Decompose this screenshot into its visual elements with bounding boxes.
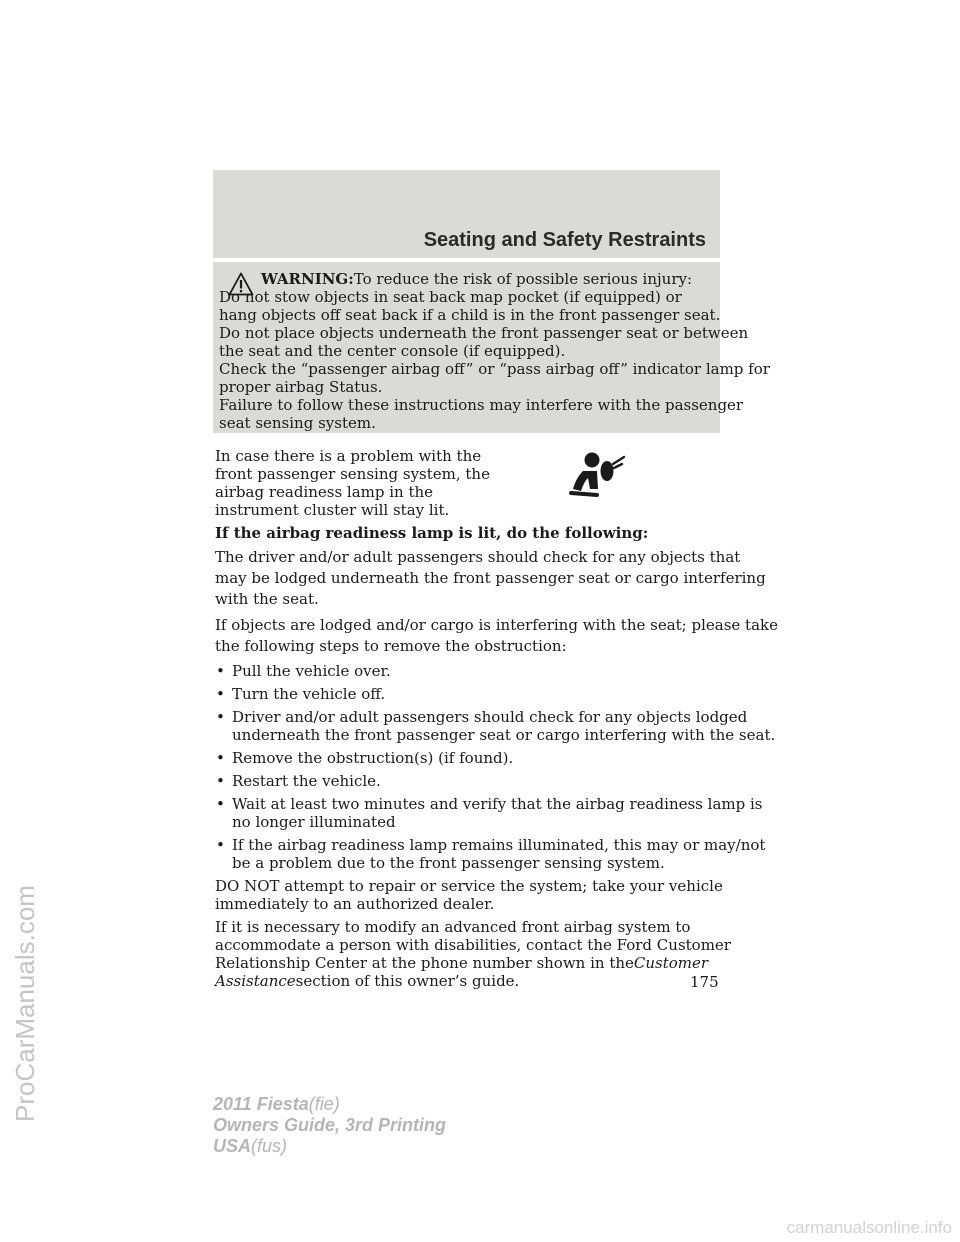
warning-line: Do not stow objects in seat back map pocket (if equipped) or bbox=[219, 288, 682, 306]
footer-market-code: (fus) bbox=[251, 1136, 288, 1156]
list-item-text: underneath the front passenger seat or cargo interfering with the seat. bbox=[232, 726, 776, 744]
customer-assistance-reference: Customer bbox=[633, 954, 709, 972]
warning-text bbox=[219, 270, 770, 432]
dealer-paragraph-line: DO NOT attempt to repair or service the system; take your vehicle bbox=[215, 877, 723, 895]
bullet-glyph: • bbox=[216, 749, 225, 767]
list-item bbox=[215, 795, 763, 831]
steps-intro-line: the following steps to remove the obstruction: bbox=[215, 637, 567, 655]
list-item bbox=[215, 749, 720, 767]
list-item-text: no longer illuminated bbox=[232, 813, 396, 831]
list-item-text: If the airbag readiness lamp remains illuminated, this may or may/not bbox=[232, 836, 766, 854]
airbag-readiness-icon bbox=[567, 449, 627, 501]
list-item bbox=[215, 662, 720, 680]
list-item-text: Turn the vehicle off. bbox=[232, 685, 386, 703]
warning-box bbox=[213, 262, 770, 433]
section-header-band bbox=[213, 170, 720, 258]
list-item bbox=[215, 772, 720, 790]
bullet-glyph: • bbox=[216, 836, 225, 854]
list-item-text: Driver and/or adult passengers should check for any objects lodged bbox=[232, 708, 748, 726]
document-footer bbox=[213, 1094, 446, 1157]
warning-line: proper airbag Status. bbox=[219, 378, 383, 396]
page-number: 175 bbox=[690, 973, 719, 991]
warning-line: hang objects off seat back if a child is in the front passenger seat. bbox=[219, 306, 721, 324]
dealer-paragraph-line: immediately to an authorized dealer. bbox=[215, 895, 495, 913]
list-item-text: Wait at least two minutes and verify that the airbag readiness lamp is bbox=[232, 795, 763, 813]
warning-line: Check the “passenger airbag off” or “pass airbag off” indicator lamp for bbox=[219, 360, 770, 378]
list-item bbox=[215, 685, 720, 703]
page-content bbox=[215, 447, 778, 995]
bullet-glyph: • bbox=[216, 772, 225, 790]
warning-line: Do not place objects underneath the front passenger seat or between bbox=[219, 324, 749, 342]
bullet-glyph: • bbox=[216, 708, 225, 726]
lamp-paragraph-line: instrument cluster will stay lit. bbox=[215, 501, 450, 519]
footer-market: USA bbox=[213, 1136, 252, 1156]
footer-model-code: (fie) bbox=[308, 1094, 340, 1114]
check-paragraph-line: may be lodged underneath the front passenger seat or cargo interfering bbox=[215, 569, 766, 587]
bullet-glyph: • bbox=[216, 662, 225, 680]
list-item-text: Remove the obstruction(s) (if found). bbox=[232, 749, 514, 767]
modify-paragraph-line: accommodate a person with disabilities, contact the Ford Customer bbox=[215, 936, 731, 954]
warning-first-line: To reduce the risk of possible serious injury: bbox=[353, 270, 693, 288]
bullet-glyph: • bbox=[216, 685, 225, 703]
list-item bbox=[215, 836, 766, 872]
steps-intro bbox=[215, 615, 778, 657]
steps-intro-line: If objects are lodged and/or cargo is interfering with the seat; please take bbox=[215, 616, 778, 634]
lamp-paragraph bbox=[215, 447, 720, 519]
check-paragraph-line: with the seat. bbox=[215, 590, 319, 608]
modify-paragraph-text: Relationship Center at the phone number shown in the bbox=[215, 954, 634, 972]
warning-line: the seat and the center console (if equipped). bbox=[219, 342, 566, 360]
customer-assistance-reference: Assistance bbox=[215, 972, 296, 990]
warning-line: Failure to follow these instructions may interfere with the passenger bbox=[219, 396, 744, 414]
footer-model: 2011 Fiesta bbox=[213, 1094, 309, 1114]
dealer-paragraph bbox=[215, 877, 723, 913]
list-item-text: Restart the vehicle. bbox=[232, 772, 381, 790]
bullet-glyph: • bbox=[216, 795, 225, 813]
warning-label: WARNING: bbox=[261, 270, 354, 288]
side-watermark: ProCarManuals.com bbox=[10, 885, 40, 1122]
bottom-watermark: carmanualsonline.info bbox=[786, 1218, 952, 1237]
modify-paragraph-text: section of this owner’s guide. bbox=[295, 972, 520, 990]
lamp-paragraph-line: airbag readiness lamp in the bbox=[215, 483, 434, 501]
check-paragraph-line: The driver and/or adult passengers should check for any objects that bbox=[215, 548, 741, 566]
section-title: Seating and Safety Restraints bbox=[423, 229, 706, 251]
modify-paragraph bbox=[215, 918, 731, 990]
footer-edition: Owners Guide, 3rd Printing bbox=[213, 1115, 447, 1135]
steps-list bbox=[215, 662, 776, 872]
modify-paragraph-line: If it is necessary to modify an advanced front airbag system to bbox=[215, 918, 691, 936]
warning-line: seat sensing system. bbox=[219, 414, 376, 432]
list-item-text: Pull the vehicle over. bbox=[232, 662, 391, 680]
section-heading: If the airbag readiness lamp is lit, do the following: bbox=[215, 524, 649, 542]
list-item-text: be a problem due to the front passenger sensing system. bbox=[232, 854, 665, 872]
check-paragraph bbox=[215, 547, 766, 610]
list-item bbox=[215, 708, 776, 744]
lamp-paragraph-line: In case there is a problem with the bbox=[215, 447, 482, 465]
lamp-paragraph-line: front passenger sensing system, the bbox=[215, 465, 490, 483]
